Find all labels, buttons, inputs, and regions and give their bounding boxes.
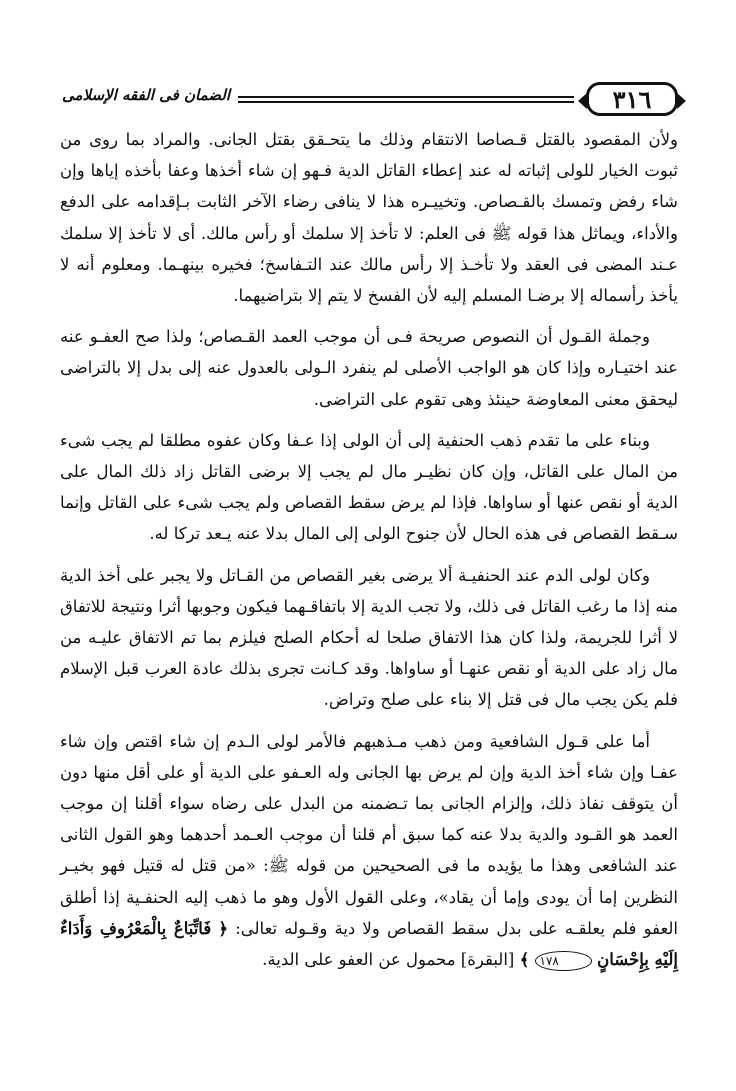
ayah-number: ١٧٨ xyxy=(535,951,592,971)
page-number: ٣١٦ xyxy=(586,82,678,116)
quran-open-bracket: ﴿ xyxy=(218,918,229,938)
quran-verse: فَاتِّبَاعٌ بِالْمَعْرُوفِ وَأَدَاءٌ إِلَيْهِ بِإِحْسَانٍ xyxy=(60,918,678,970)
running-title: الضمان فى الفقه الإسلامى xyxy=(61,86,231,104)
page-header xyxy=(60,82,678,118)
paragraph: وبناء على ما تقدم ذهب الحنفية إلى أن الولى إذا عـفا وكان عفوه مطلقا لم يجب شىء من المال على القاتل، وإن كان نظيـر مال لم يجب إلا برضى القاتل زاد ذلك المال على الدية أو نقص عنها أو ساواها. فإذا لم يرض سقط القصاص ولم يجب شىء على القاتل وإنما سـقط القصاص فى هذه الحال لأن جنوح الولى إلى المال بدلا عنه يـعد تركا له. xyxy=(60,430,678,544)
paragraph xyxy=(60,726,678,976)
header-rule xyxy=(238,96,574,103)
paragraph: وجملة القـول أن النصوص صريحة فـى أن موجب العمد القـصاص؛ ولذا صح العفـو عنه عند اختيـاره وإذا كان هو الواجب الأصلى لم ينفرد الـولى بالعدول عنه إلى بدل إلا بالتراضى ليحقق معنى المعاوضة حينئذ وهى تقوم على التراضى. xyxy=(60,327,678,409)
paragraph: ولأن المقصود بالقتل قـصاصا الانتقام وذلك ما يتحـقق بقتل الجانى. والمراد بما روى من ثبوت الخيار للولى إثباته له عند إعطاء القاتل الدية فـهو إن شاء أخذها وعفا بأخذه إياها وإن شاء رفض وتمسك بالقـصاص. وتخييـره هذا لا ينافى رضاء الآخر الثابت بـإقدامه على الدفع والأداء، ويماثل هذا قوله ﷺ فى العلم: لا تأخذ إلا سلمك أو رأس مالك. أى لا تأخذ إلا سلمك عـند المضى فى العقد ولا تأخـذ إلا رأس مالك عند التـفاسخ؛ فخيره بينهـما. ومعلوم أنه لا يأخذ رأسماله إلا برضـا المسلم إليه لأن الفسخ لا يتم إلا بتراضيهما. xyxy=(60,130,678,306)
quran-close-bracket: ﴾ xyxy=(519,950,530,970)
body-text xyxy=(60,124,678,975)
paragraph-tail: محمول عن العفو على الدية. xyxy=(262,950,456,970)
surah-reference: [البقرة] xyxy=(460,950,515,970)
paragraph-text: أما على قـول الشافعية ومن ذهب مـذهبهم فالأمر لولى الـدم إن شاء اقتص وإن شاء عفـا وإن شاء أخذ الدية وإن لم يرض بها الجانى وله العـفو على الدية أو على أقل منها دون أن يتوقف نفاذ ذلك، وإلزام الجانى بما تـضمنه من البدل على رضاه سواء أقلنا إن موجب العمد هو القـود والدية بدلا عنه كما سبق أم قلنا أن موجب العـمد أحدهما وهو القول الثانى عند الشافعى وهذا ما يؤيده ما فى الصحيحين من قوله ﷺ: «من قتل له قتيل فهو بخيـر النظرين إما أن يودى وإما أن يقاد»، وعلى القول الأول وهو ما ذهب إليه الحنفـية إذا أطلق العفو فلم يعلقـه على بدل سقط القصاص ولا دية وقـوله تعالى: xyxy=(60,731,679,938)
paragraph: وكان لولى الدم عند الحنفيـة ألا يرضى بغير القصاص من القـاتل ولا يجبر على أخذ الدية منه إذا ما رغب القاتل فى ذلك، ولا تجب الدية إلا باتفاقـهما فيكون وجوبها أثرا ونتيجة للاتفاق لا أثرا للجريمة، ولذا كان هذا الاتفاق صلحا له أحكام الصلح فيلزم بما تم الاتفاق عليـه من مال زاد على الدية أو نقص عنهـا أو ساواها. وقد كـانت تجرى بذلك عادة العرب قبل الإسلام فلم يكن يجب مال فى قتل إلا بناء على صلح وتراض. xyxy=(60,565,678,710)
